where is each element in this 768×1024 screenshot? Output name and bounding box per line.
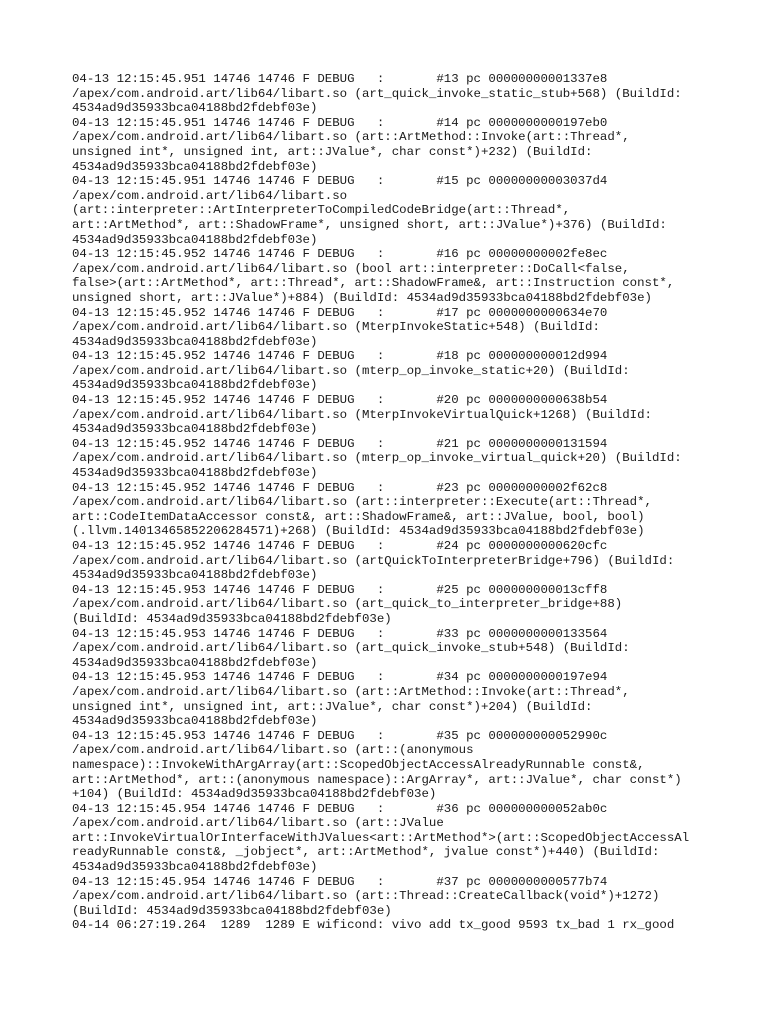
log-line: 4534ad9d35933bca04188bd2fdebf03e)	[72, 466, 318, 481]
log-line: 04-13 12:15:45.951 14746 14746 F DEBUG : #15 pc 00000000003037d4	[72, 174, 608, 189]
log-line: 4534ad9d35933bca04188bd2fdebf03e)	[72, 159, 318, 174]
log-line: /apex/com.android.art/lib64/libart.so (MterpInvokeVirtualQuick+1268) (BuildId:	[72, 407, 652, 422]
log-line: /apex/com.android.art/lib64/libart.so (mterp_op_invoke_static+20) (BuildId:	[72, 363, 630, 378]
log-line: 4534ad9d35933bca04188bd2fdebf03e)	[72, 378, 318, 393]
log-line: 04-13 12:15:45.952 14746 14746 F DEBUG : #16 pc 00000000002fe8ec	[72, 247, 608, 262]
log-line: 04-13 12:15:45.951 14746 14746 F DEBUG : #14 pc 0000000000197eb0	[72, 115, 608, 130]
log-line: /apex/com.android.art/lib64/libart.so (art::Thread::CreateCallback(void*)+1272)	[72, 889, 660, 904]
log-line: +104) (BuildId: 4534ad9d35933bca04188bd2fdebf03e)	[72, 787, 437, 802]
log-line: (.llvm.14013465852206284571)+268) (BuildId: 4534ad9d35933bca04188bd2fdebf03e)	[72, 524, 645, 539]
log-line: (BuildId: 4534ad9d35933bca04188bd2fdebf03e)	[72, 611, 392, 626]
log-line: 04-13 12:15:45.953 14746 14746 F DEBUG : #25 pc 000000000013cff8	[72, 582, 608, 597]
log-line: 4534ad9d35933bca04188bd2fdebf03e)	[72, 101, 318, 116]
log-line: 04-13 12:15:45.952 14746 14746 F DEBUG : #17 pc 0000000000634e70	[72, 305, 608, 320]
log-line: /apex/com.android.art/lib64/libart.so (art::(anonymous	[72, 743, 474, 758]
log-line: namespace)::InvokeWithArgArray(art::ScopedObjectAccessAlreadyRunnable const&,	[72, 757, 645, 772]
log-line: 4534ad9d35933bca04188bd2fdebf03e)	[72, 334, 318, 349]
log-line: art::ArtMethod*, art::(anonymous namespace)::ArgArray*, art::JValue*, char const*)	[72, 772, 682, 787]
log-line: art::CodeItemDataAccessor const&, art::ShadowFrame&, art::JValue, bool, bool)	[72, 509, 645, 524]
log-line: unsigned short, art::JValue*)+884) (BuildId: 4534ad9d35933bca04188bd2fdebf03e)	[72, 290, 652, 305]
log-text-block	[72, 72, 712, 933]
log-line: /apex/com.android.art/lib64/libart.so (MterpInvokeStatic+548) (BuildId:	[72, 320, 600, 335]
log-line: /apex/com.android.art/lib64/libart.so (art_quick_to_interpreter_bridge+88)	[72, 597, 623, 612]
log-line: 4534ad9d35933bca04188bd2fdebf03e)	[72, 232, 318, 247]
log-line: 04-13 12:15:45.952 14746 14746 F DEBUG : #20 pc 0000000000638b54	[72, 393, 608, 408]
log-line: 4534ad9d35933bca04188bd2fdebf03e)	[72, 568, 318, 583]
log-line: unsigned int*, unsigned int, art::JValue*, char const*)+204) (BuildId:	[72, 699, 593, 714]
log-line: 04-13 12:15:45.952 14746 14746 F DEBUG : #23 pc 00000000002f62c8	[72, 480, 608, 495]
log-line: 04-13 12:15:45.951 14746 14746 F DEBUG : #13 pc 00000000001337e8	[72, 72, 608, 86]
log-line: (art::interpreter::ArtInterpreterToCompiledCodeBridge(art::Thread*,	[72, 203, 571, 218]
log-line: 04-13 12:15:45.952 14746 14746 F DEBUG : #18 pc 000000000012d994	[72, 349, 608, 364]
log-line: /apex/com.android.art/lib64/libart.so (art_quick_invoke_static_stub+568) (BuildId:	[72, 86, 682, 101]
log-line: unsigned int*, unsigned int, art::JValue*, char const*)+232) (BuildId:	[72, 144, 593, 159]
log-line: /apex/com.android.art/lib64/libart.so (art_quick_invoke_stub+548) (BuildId:	[72, 641, 630, 656]
log-line: /apex/com.android.art/lib64/libart.so (art::ArtMethod::Invoke(art::Thread*,	[72, 684, 630, 699]
log-line: /apex/com.android.art/lib64/libart.so (bool art::interpreter::DoCall<false,	[72, 261, 630, 276]
log-line: /apex/com.android.art/lib64/libart.so (art::interpreter::Execute(art::Thread*,	[72, 495, 652, 510]
log-line: 4534ad9d35933bca04188bd2fdebf03e)	[72, 655, 318, 670]
log-line: 4534ad9d35933bca04188bd2fdebf03e)	[72, 714, 318, 729]
log-line: 04-13 12:15:45.954 14746 14746 F DEBUG : #37 pc 0000000000577b74	[72, 874, 608, 889]
log-line: art::ArtMethod*, art::ShadowFrame*, unsigned short, art::JValue*)+376) (BuildId:	[72, 217, 667, 232]
log-line: 04-13 12:15:45.954 14746 14746 F DEBUG : #36 pc 000000000052ab0c	[72, 801, 608, 816]
log-line: /apex/com.android.art/lib64/libart.so (mterp_op_invoke_virtual_quick+20) (BuildId:	[72, 451, 682, 466]
log-line: /apex/com.android.art/lib64/libart.so	[72, 188, 348, 203]
log-line: /apex/com.android.art/lib64/libart.so (art::ArtMethod::Invoke(art::Thread*,	[72, 130, 630, 145]
log-line: 04-13 12:15:45.953 14746 14746 F DEBUG : #34 pc 0000000000197e94	[72, 670, 608, 685]
log-line: /apex/com.android.art/lib64/libart.so (artQuickToInterpreterBridge+796) (BuildId:	[72, 553, 675, 568]
log-line: false>(art::ArtMethod*, art::Thread*, art::ShadowFrame&, art::Instruction const*,	[72, 276, 675, 291]
log-line: readyRunnable const&, _jobject*, art::ArtMethod*, jvalue const*)+440) (BuildId:	[72, 845, 660, 860]
log-line: art::InvokeVirtualOrInterfaceWithJValues<art::ArtMethod*>(art::ScopedObjectAccessAl	[72, 830, 690, 845]
log-line: (BuildId: 4534ad9d35933bca04188bd2fdebf03e)	[72, 903, 392, 918]
log-line: 04-13 12:15:45.952 14746 14746 F DEBUG : #21 pc 0000000000131594	[72, 436, 608, 451]
log-line: /apex/com.android.art/lib64/libart.so (art::JValue	[72, 816, 444, 831]
log-line: 4534ad9d35933bca04188bd2fdebf03e)	[72, 422, 318, 437]
log-line: 04-13 12:15:45.953 14746 14746 F DEBUG : #35 pc 000000000052990c	[72, 728, 608, 743]
log-line: 04-13 12:15:45.953 14746 14746 F DEBUG : #33 pc 0000000000133564	[72, 626, 608, 641]
log-line: 4534ad9d35933bca04188bd2fdebf03e)	[72, 860, 318, 875]
log-line: 04-14 06:27:19.264 1289 1289 E wificond: vivo add tx_good 9593 tx_bad 1 rx_good	[72, 918, 675, 933]
log-line: 04-13 12:15:45.952 14746 14746 F DEBUG : #24 pc 0000000000620cfc	[72, 539, 608, 553]
